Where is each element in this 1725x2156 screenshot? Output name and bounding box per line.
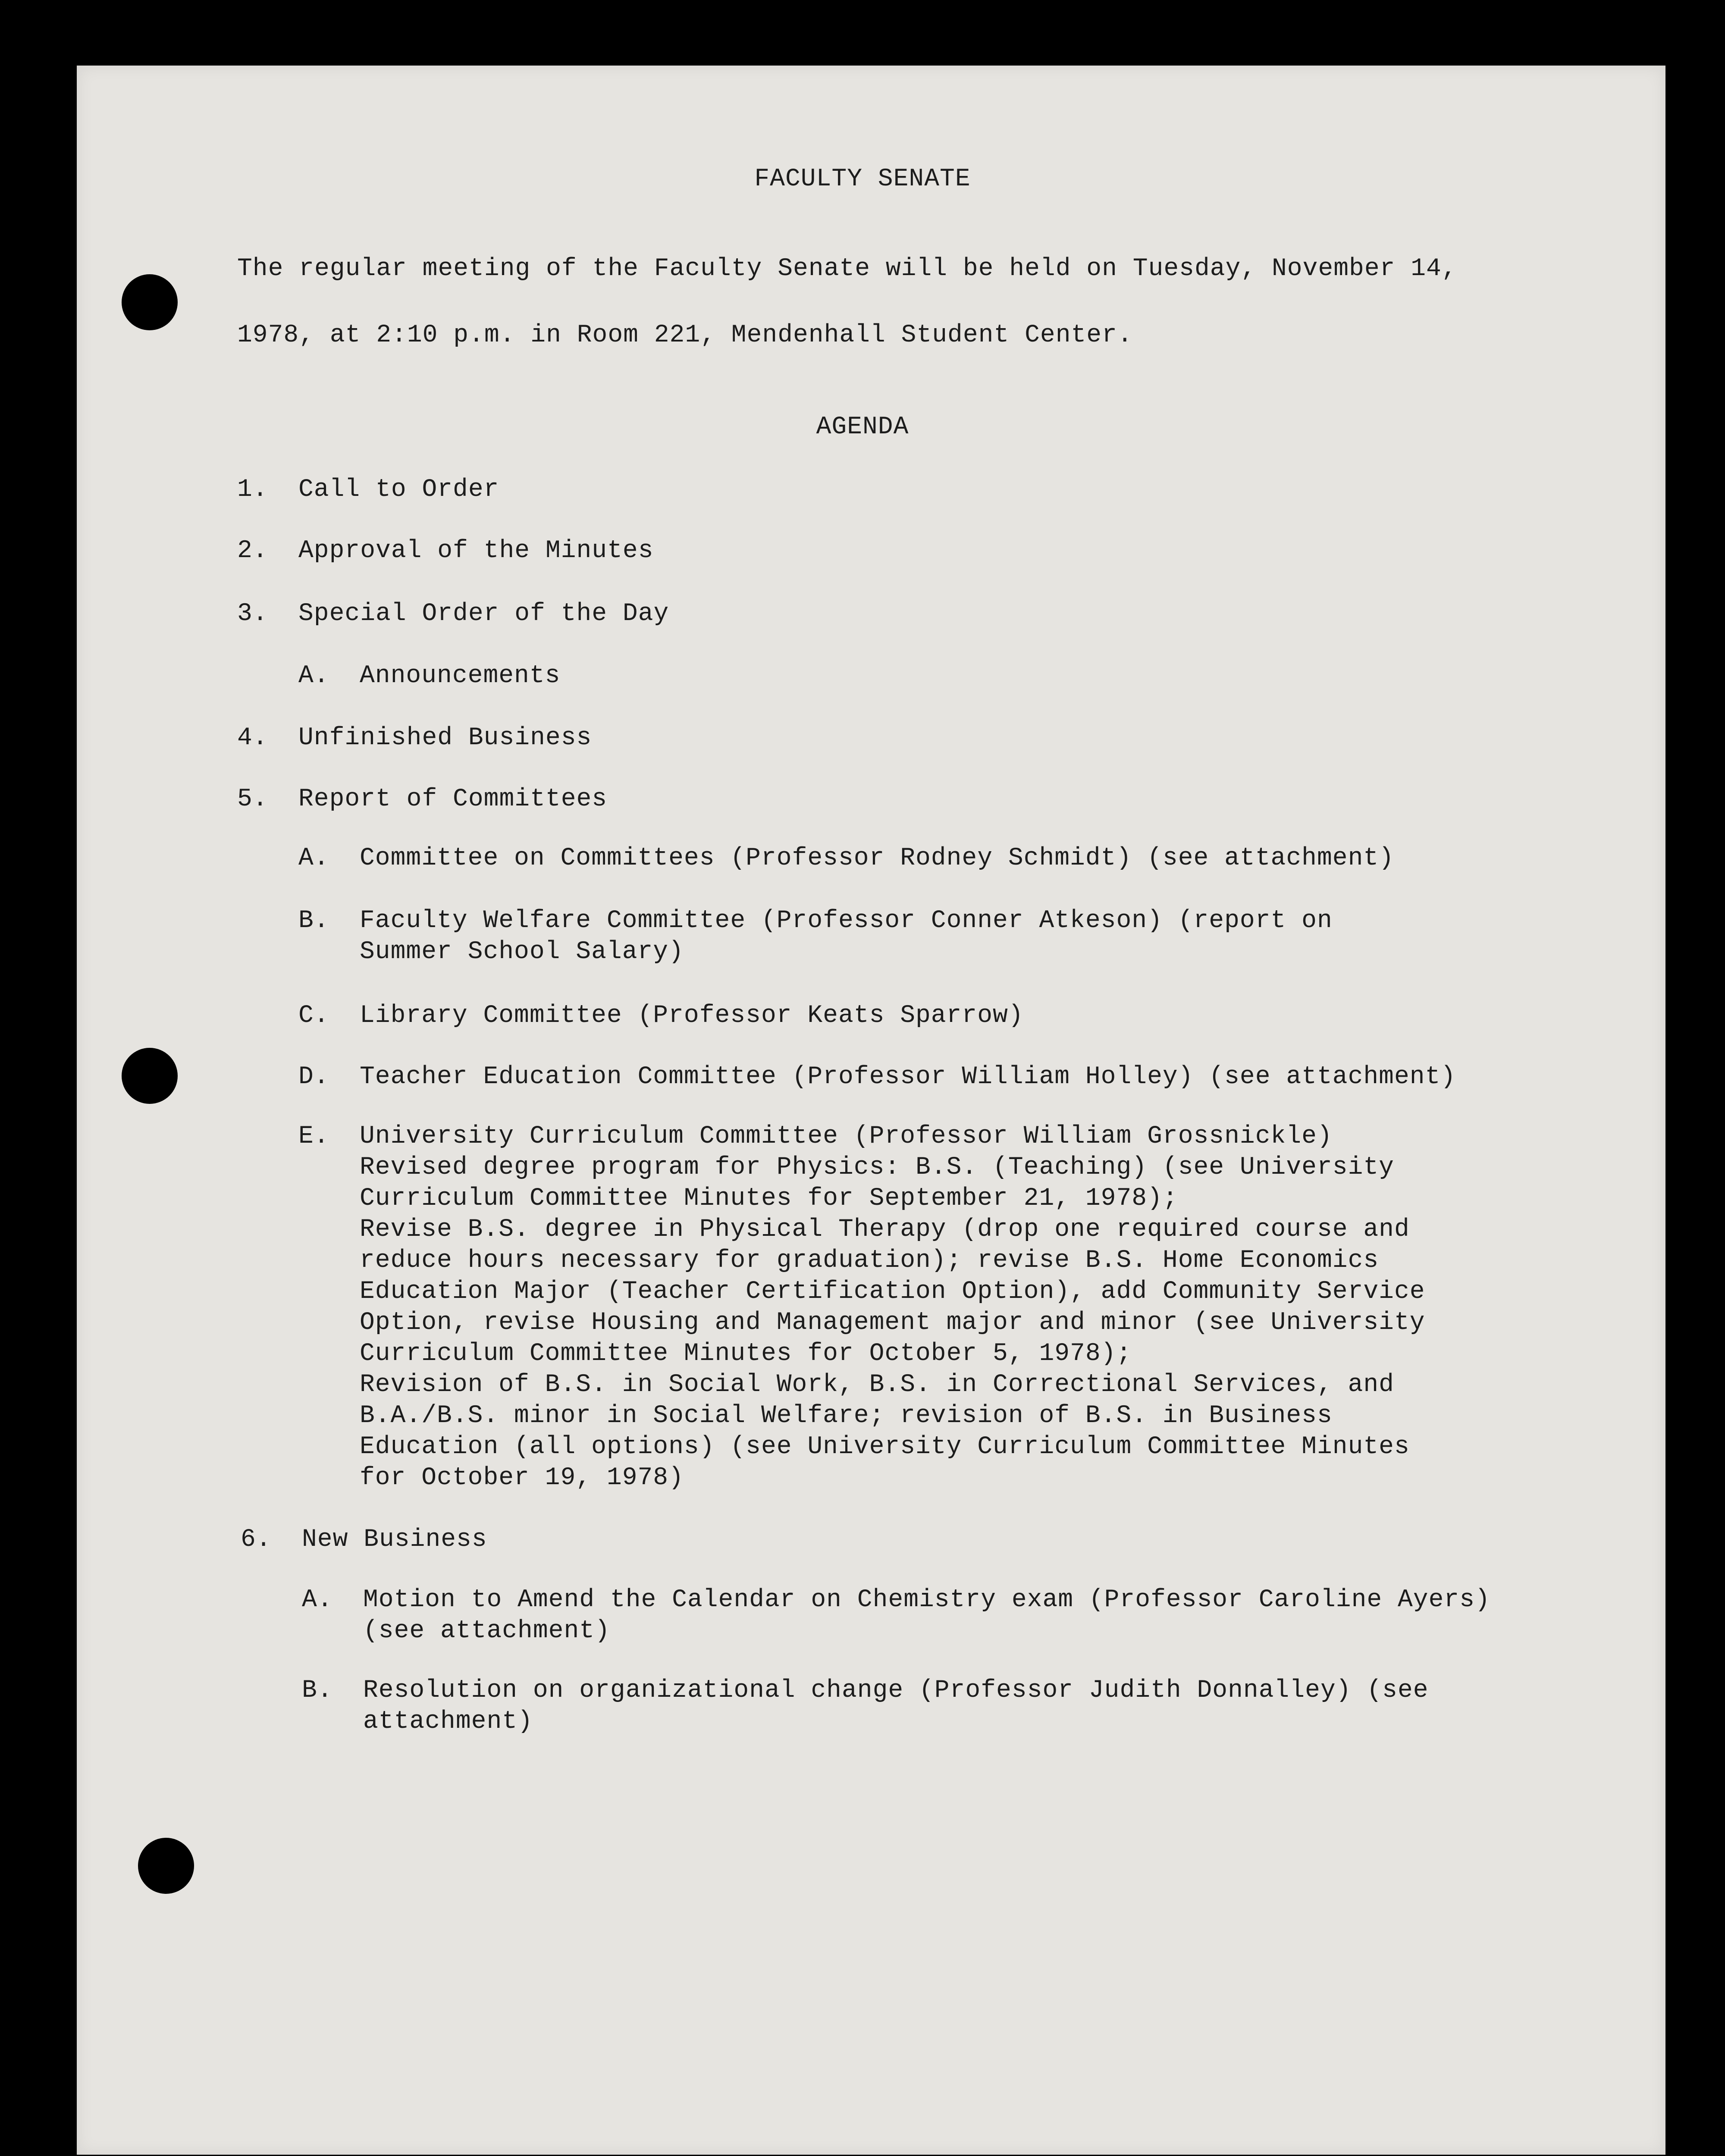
sub-item-label: Committee on Committees (Professor Rodney Schmidt) (see attachment)	[360, 844, 1394, 872]
page-title: FACULTY SENATE	[754, 165, 971, 193]
sub-item-label: Library Committee (Professor Keats Sparrow)	[360, 1002, 1024, 1030]
item-label: Unfinished Business	[298, 724, 592, 752]
sub-item-label: Announcements	[360, 662, 561, 690]
sub-item-letter: E.	[298, 1122, 329, 1150]
item-number: 6.	[241, 1526, 272, 1554]
item-label: Report of Committees	[298, 785, 608, 813]
document-page	[77, 66, 1665, 2155]
punch-hole	[122, 274, 178, 330]
sub-item-letter: A.	[298, 662, 329, 690]
sub-item-label: Motion to Amend the Calendar on Chemistry exam (Professor Caroline Ayers) (see attachment)	[363, 1586, 1490, 1645]
sub-item-label: Resolution on organizational change (Professor Judith Donnalley) (see attachment)	[363, 1677, 1429, 1736]
intro-line-2: 1978, at 2:10 p.m. in Room 221, Mendenhall Student Center.	[237, 321, 1133, 349]
sub-item-label: University Curriculum Committee (Professor William Grossnickle) Revised degree program for Physics: B.S. (Teaching) (see University Curriculum Committee Minutes for September 21, 1978); Revise B.S. degree in Physical Therapy (drop one required course and reduce hours necessary for graduation); revise B.S. Home Economics Education Major (Teacher Certification Option), add Community Service Option, revise Housing and Management major and minor (see University Curriculum Committee Minutes for October 5, 1978); Revision of B.S. in Social Work, B.S. in Correctional Services, and B.A./B.S. minor in Social Welfare; revision of B.S. in Business Education (all options) (see University Curriculum Committee Minutes for October 19, 1978)	[360, 1122, 1425, 1492]
item-label: Approval of the Minutes	[298, 537, 654, 565]
agenda-heading: AGENDA	[816, 413, 909, 441]
item-number: 5.	[237, 785, 268, 813]
item-number: 2.	[237, 537, 268, 565]
item-label: Special Order of the Day	[298, 600, 669, 628]
sub-item-letter: B.	[302, 1677, 333, 1705]
sub-item-label: Faculty Welfare Committee (Professor Conner Atkeson) (report on Summer School Salary)	[360, 907, 1333, 966]
item-number: 3.	[237, 600, 268, 628]
sub-item-letter: C.	[298, 1002, 329, 1030]
item-label: Call to Order	[298, 476, 499, 504]
sub-item-letter: D.	[298, 1063, 329, 1091]
intro-line-1: The regular meeting of the Faculty Senate will be held on Tuesday, November 14,	[237, 255, 1457, 283]
item-label: New Business	[302, 1526, 487, 1554]
sub-item-letter: A.	[298, 844, 329, 872]
sub-item-letter: A.	[302, 1586, 333, 1614]
punch-hole	[138, 1838, 194, 1894]
punch-hole	[122, 1048, 178, 1104]
item-number: 4.	[237, 724, 268, 752]
sub-item-letter: B.	[298, 907, 329, 935]
item-number: 1.	[237, 476, 268, 504]
sub-item-label: Teacher Education Committee (Professor William Holley) (see attachment)	[360, 1063, 1456, 1091]
